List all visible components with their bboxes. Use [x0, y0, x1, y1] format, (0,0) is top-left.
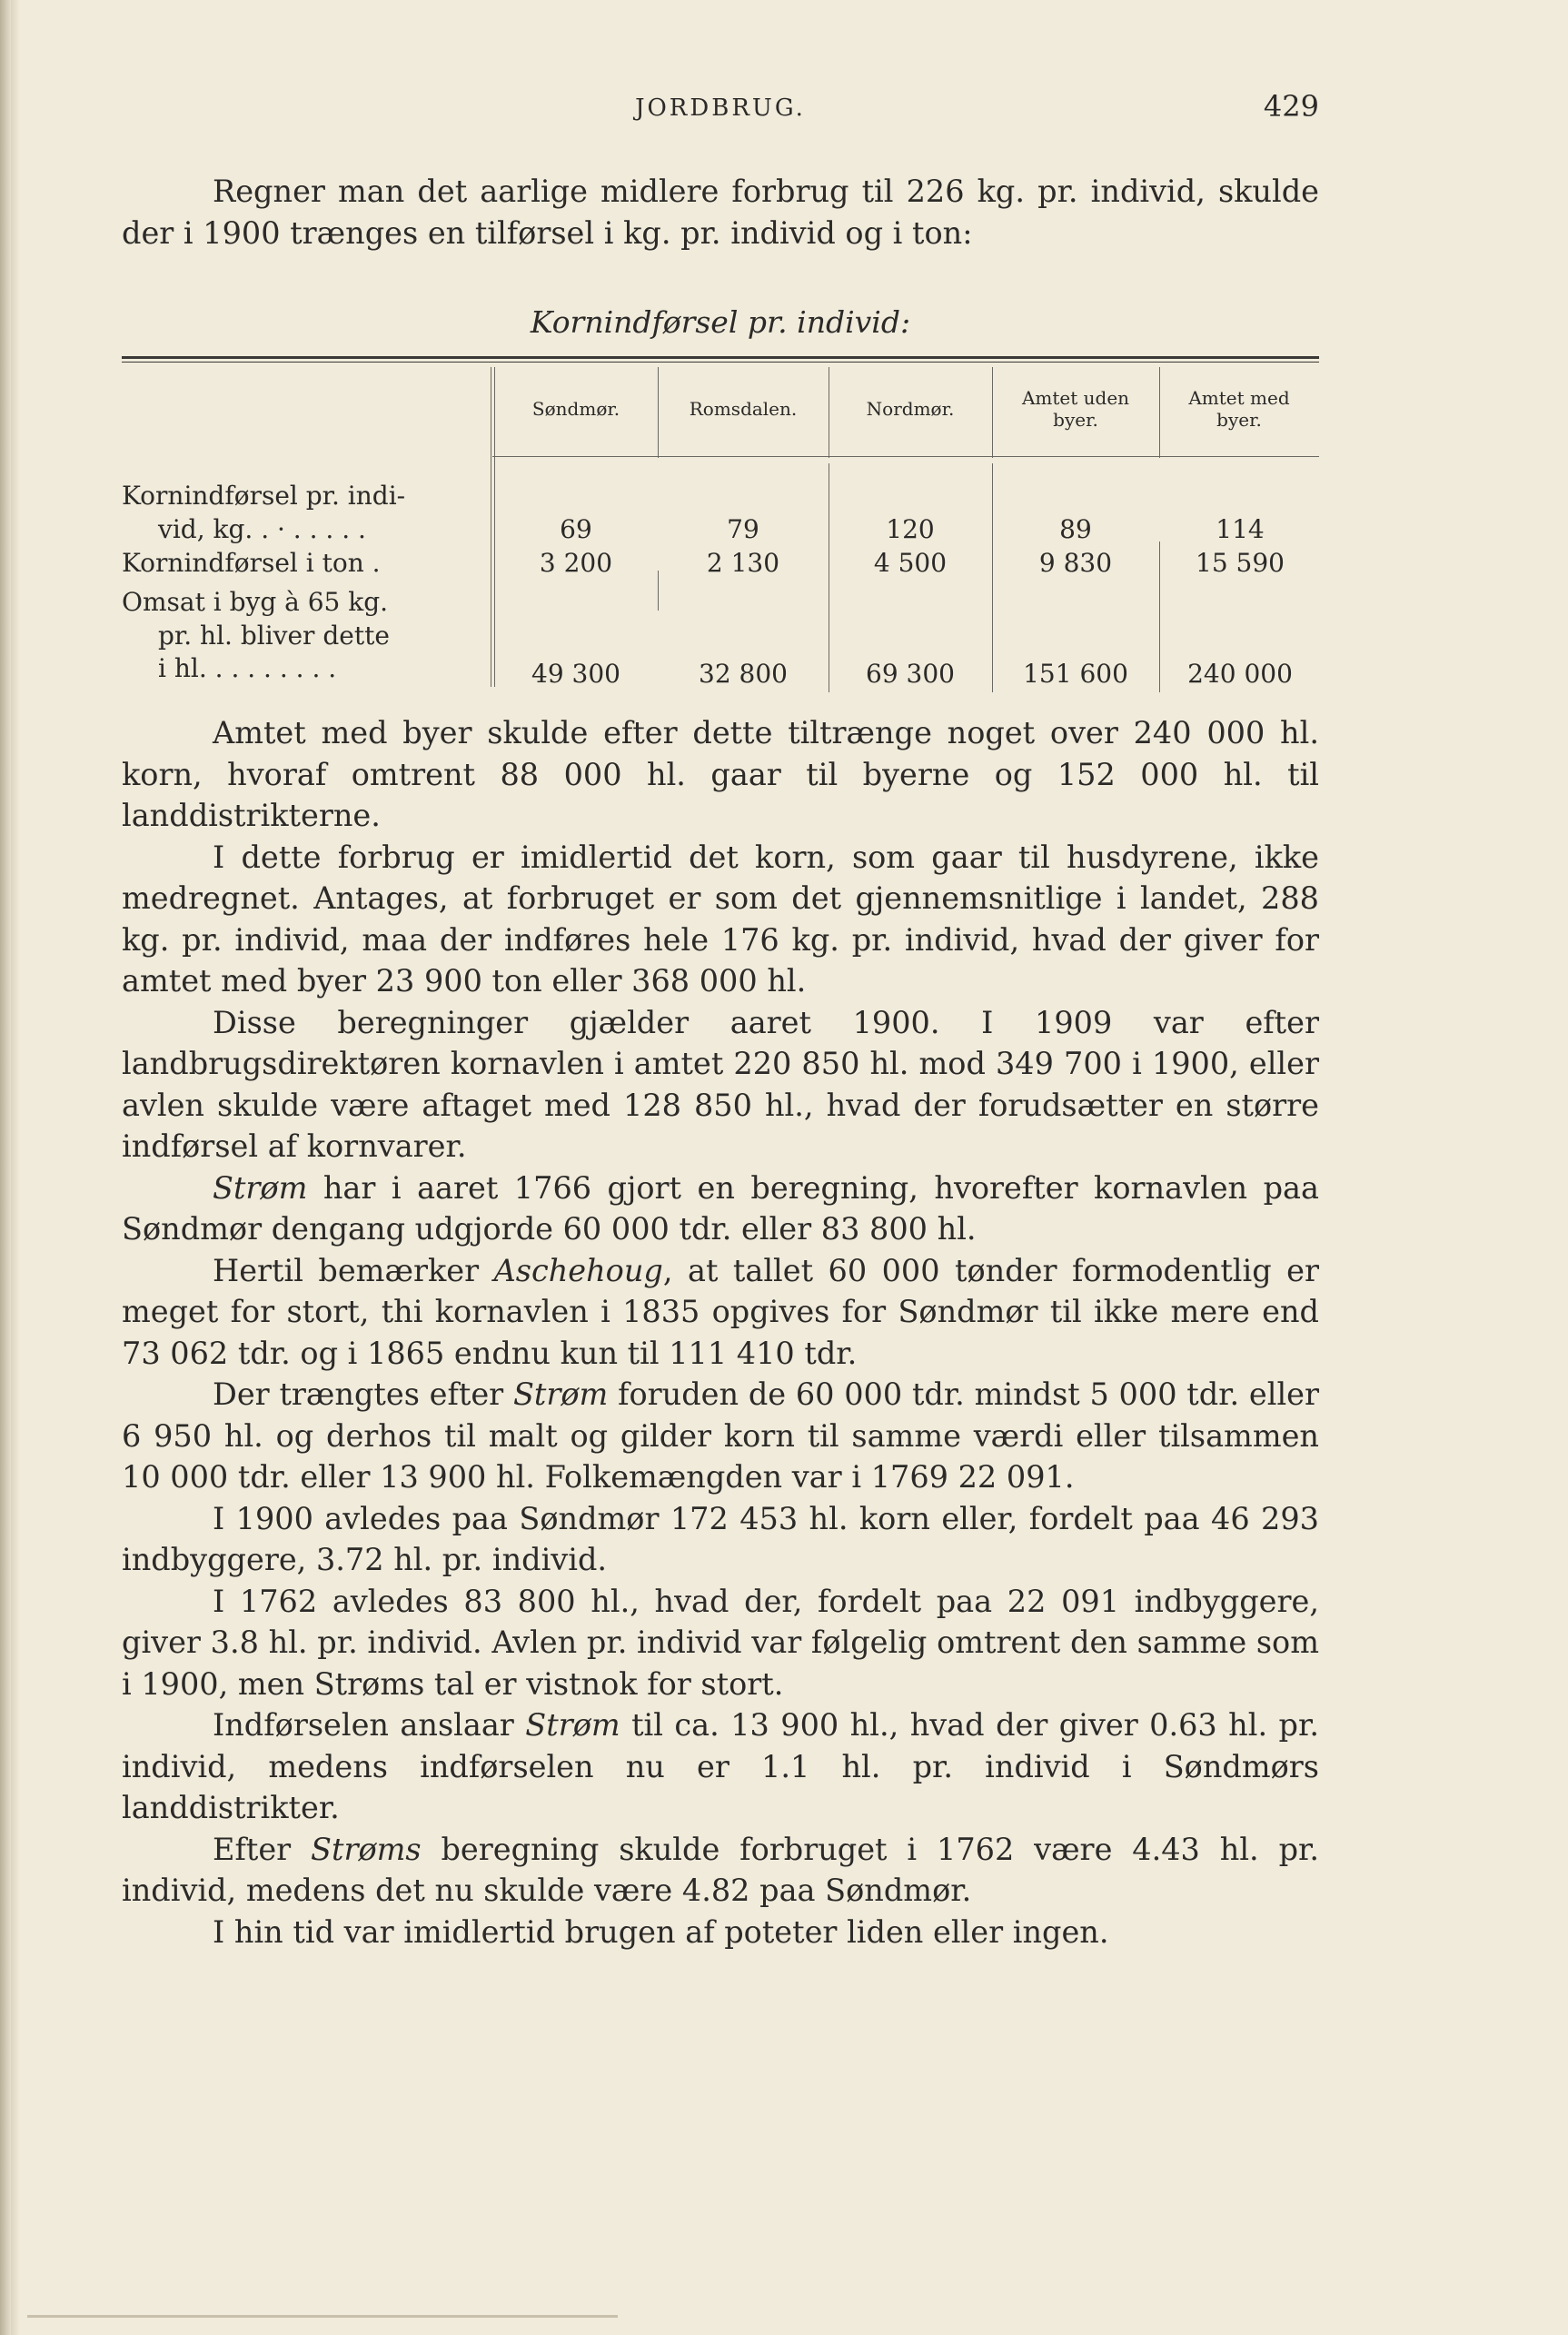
intro-text: Regner man det aarlige midlere forbrug til 226 kg. pr. individ, skulde der i 1900 trænges en tilførsel i kg. pr. individ og i ton:: [122, 174, 1319, 251]
text-run: I hin tid var imidlertid brugen af poteter liden eller ingen.: [213, 1913, 1109, 1950]
table-column-divider: [992, 367, 993, 458]
text-run: Der trængtes efter: [213, 1376, 513, 1412]
paragraph: [122, 1829, 1319, 1912]
body-text: [122, 712, 1319, 1952]
paragraph: [122, 1168, 1319, 1250]
table-cell: 2 130: [706, 548, 780, 578]
table-cell: 3 200: [539, 548, 613, 578]
table-cell: 120: [886, 514, 935, 544]
text-run: til ca. 13 900 hl., hvad der giver 0.63 hl. pr. individ, medens indførselen nu er 1.1 hl. pr. individ i Søndmørs landdistrikter.: [122, 1707, 1319, 1825]
text-run: beregning skulde forbruget i 1762 være 4.43 hl. pr. individ, medens det nu skulde være 4.82 paa Søndmør.: [122, 1831, 1319, 1908]
author-name: Strøm: [213, 1169, 308, 1206]
paragraph: [122, 837, 1319, 1002]
paragraph: [122, 712, 1319, 837]
table-cell: 79: [727, 514, 759, 544]
column-header-sondmor: Søndmør.: [531, 398, 620, 420]
text-run: Efter: [213, 1831, 312, 1867]
table-cell: 69: [560, 514, 592, 544]
row-label-kornindforsel-pr-individ: [122, 480, 476, 546]
table-title: Kornindførsel pr. individ:: [530, 304, 911, 340]
text-run: Amtet med byer skulde efter dette tiltrænge noget over 240 000 hl. korn, hvoraf omtrent 88 000 hl. gaar til byerne og 152 000 hl. til landdistrikterne.: [122, 715, 1319, 833]
table-column-divider: [658, 571, 659, 611]
text-run: I 1900 avledes paa Søndmør 172 453 hl. korn eller, fordelt paa 46 293 indbyggere, 3.72 hl. pr. individ.: [122, 1500, 1319, 1577]
text-run: I 1762 avledes 83 800 hl., hvad der, fordelt paa 22 091 indbyggere, giver 3.8 hl. pr. individ. Avlen pr. individ var følgelig omtrent den samme som i 1900, men Strøms tal er vistnok for stort.: [122, 1583, 1319, 1702]
table-cell: 49 300: [531, 659, 620, 689]
author-name: Strøms: [311, 1831, 422, 1867]
author-name: Strøm: [512, 1376, 609, 1412]
table-column-divider: [992, 463, 993, 692]
table-header-rule: [492, 456, 1319, 457]
table-cell: 240 000: [1187, 659, 1293, 689]
table-cell: 4 500: [873, 548, 948, 578]
row-label-line: Omsat i byg à 65 kg.: [122, 587, 389, 617]
column-header-nordmor: Nordmør.: [866, 398, 955, 420]
paragraph: [122, 1374, 1319, 1498]
table-column-divider: [1159, 542, 1160, 692]
table-top-rule-thin: [122, 362, 1319, 363]
paragraph: [122, 1498, 1319, 1581]
text-run: foruden de 60 000 tdr. mindst 5 000 tdr. eller 6 950 hl. og derhos til malt og gilder korn til samme værdi eller tilsammen 10 000 tdr. eller 13 900 hl. Folkemængden var i 1769 22 091.: [122, 1376, 1319, 1495]
column-header-romsdalen: Romsdalen.: [689, 398, 798, 420]
table-column-divider: [1159, 367, 1160, 458]
page-edge-shadow: [0, 0, 11, 2335]
table-cell: 9 830: [1038, 548, 1113, 578]
paragraph: [122, 1704, 1319, 1829]
table-cell: 69 300: [866, 659, 955, 689]
column-header-amtet-med-byer: Amtet med byer.: [1188, 387, 1290, 431]
page-header: [122, 89, 1319, 125]
column-header-amtet-uden-byer: Amtet uden byer.: [1021, 387, 1130, 431]
table-top-rule: [122, 356, 1319, 359]
page-bottom-mark: [27, 2315, 618, 2318]
paragraph: [122, 1581, 1319, 1705]
row-label-line: i hl. . . . . . . . .: [158, 653, 337, 683]
paragraph: [122, 1250, 1319, 1375]
table-cell: 114: [1216, 514, 1265, 544]
row-label-line: vid, kg. . · . . . . .: [158, 513, 366, 544]
text-run: Hertil bemærker: [213, 1252, 494, 1288]
text-run: I dette forbrug er imidlertid det korn, som gaar til husdyrene, ikke medregnet. Antages, at forbruget er som det gjennemsnitlige i landet, 288 kg. pr. individ, maa der indføres hele 176 kg. pr. individ, hvad der giver for amtet med byer 23 900 ton eller 368 000 hl.: [122, 839, 1319, 999]
table-column-divider: [658, 367, 659, 458]
table-cell: 89: [1059, 514, 1092, 544]
row-label-line: Kornindførsel i ton .: [122, 548, 381, 578]
author-name: Aschehoug: [493, 1252, 663, 1288]
intro-paragraph: [122, 171, 1319, 253]
page-number: 429: [1263, 89, 1319, 124]
row-label-kornindforsel-i-ton: [122, 547, 476, 581]
paragraph: [122, 1912, 1319, 1953]
table-cell: 32 800: [699, 659, 788, 689]
paragraph: [122, 1002, 1319, 1168]
row-label-line: pr. hl. bliver dette: [158, 620, 390, 651]
table-column-divider: [494, 367, 495, 687]
table-cell: 15 590: [1196, 548, 1285, 578]
row-label-omsat-i-byg: [122, 586, 476, 686]
row-label-line: Kornindførsel pr. indi-: [122, 481, 406, 511]
table-cell: 151 600: [1023, 659, 1128, 689]
text-run: har i aaret 1766 gjort en beregning, hvorefter kornavlen paa Søndmør dengang udgjorde 60 000 tdr. eller 83 800 hl.: [122, 1169, 1319, 1247]
author-name: Strøm: [525, 1707, 620, 1743]
running-title: JORDBRUG.: [635, 94, 806, 122]
page-edge-highlight: [11, 0, 20, 2335]
text-run: , at tallet 60 000 tønder formodentlig er meget for stort, thi kornavlen i 1835 opgives for Søndmør til ikke mere end 73 062 tdr. og i 1865 endnu kun til 111 410 tdr.: [122, 1252, 1319, 1371]
text-run: Disse beregninger gjælder aaret 1900. I 1909 var efter landbrugsdirektøren kornavlen i amtet 220 850 hl. mod 349 700 i 1900, eller avlen skulde være aftaget med 128 850 hl., hvad der forudsætter en større indførsel af kornvarer.: [122, 1004, 1319, 1164]
text-run: Indførselen anslaar: [213, 1707, 526, 1743]
